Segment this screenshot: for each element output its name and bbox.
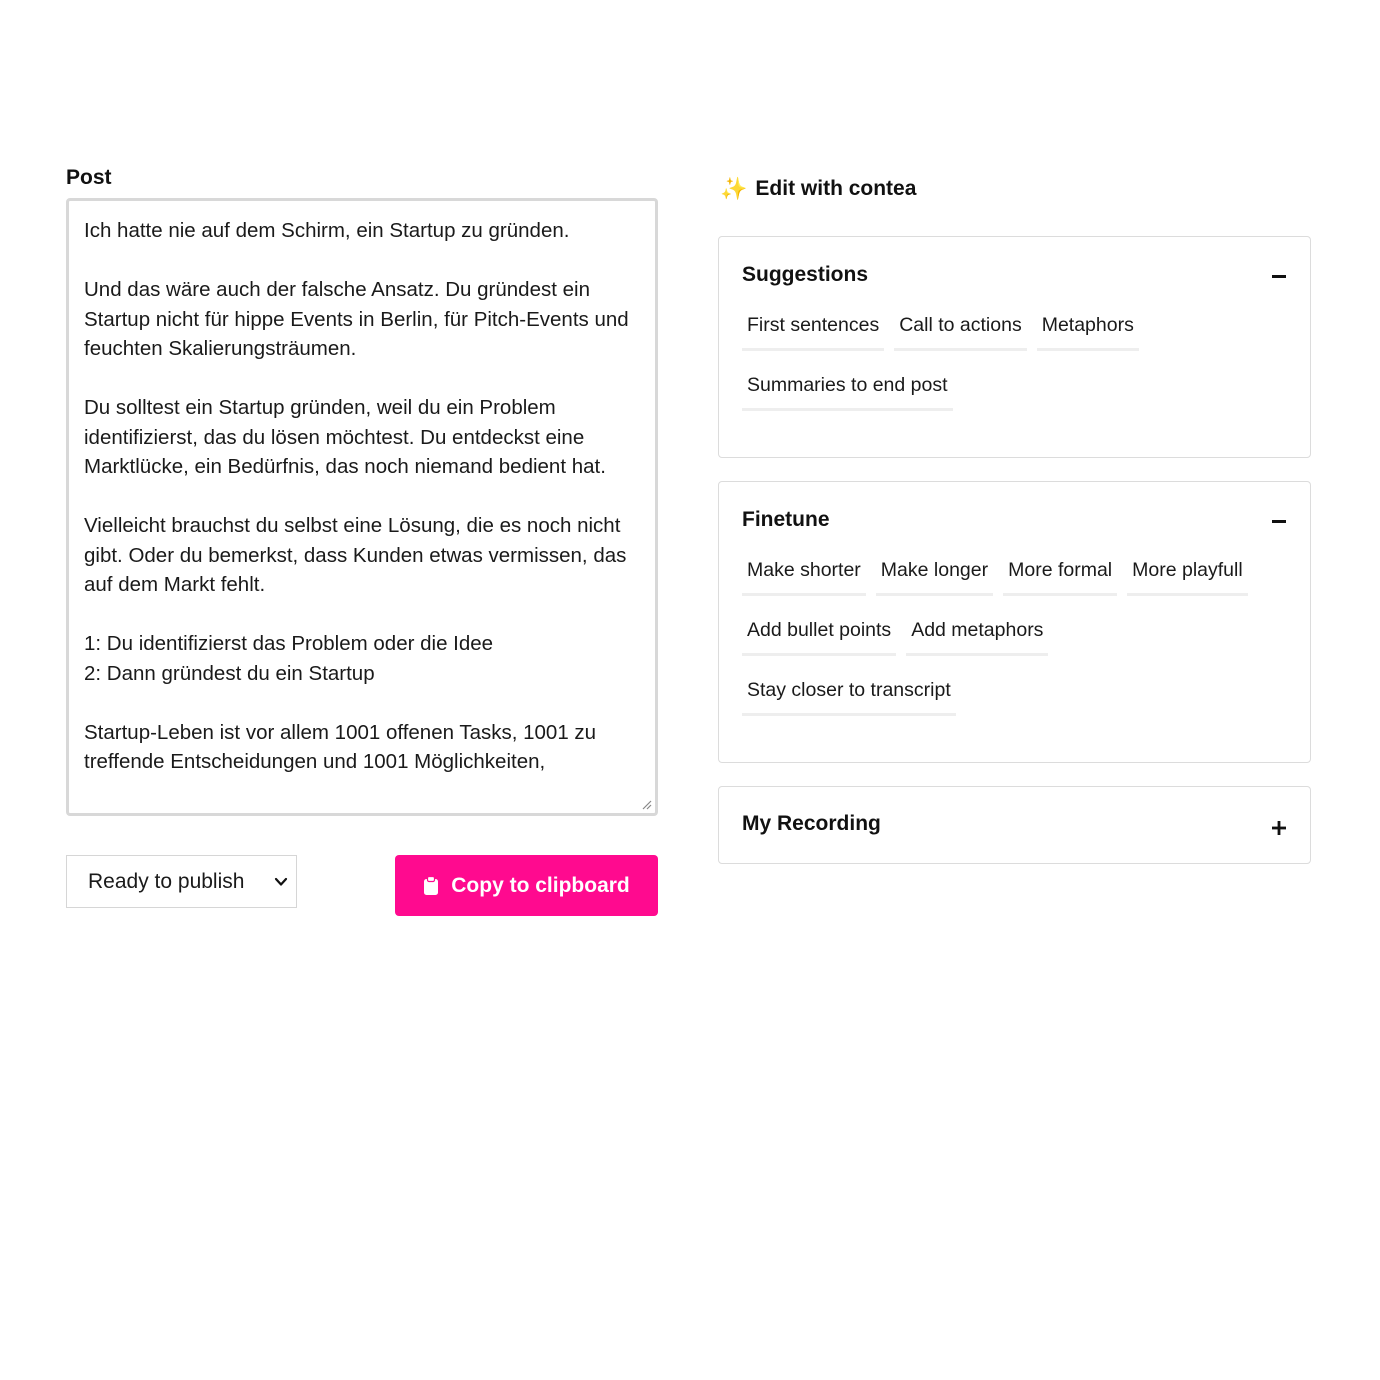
chip-add-metaphors[interactable]: Add metaphors	[906, 608, 1048, 656]
finetune-panel	[718, 481, 1311, 763]
chip-first-sentences[interactable]: First sentences	[742, 303, 884, 351]
chip-call-to-actions[interactable]: Call to actions	[894, 303, 1026, 351]
minus-icon	[1272, 275, 1286, 278]
suggestions-collapse-button[interactable]	[1270, 265, 1288, 287]
plus-icon	[1272, 821, 1286, 835]
post-textarea[interactable]	[69, 201, 655, 813]
chip-make-longer[interactable]: Make longer	[876, 548, 993, 596]
suggestions-title: Suggestions	[742, 263, 869, 286]
recording-panel[interactable]	[718, 786, 1311, 864]
chip-metaphors[interactable]: Metaphors	[1037, 303, 1139, 351]
post-editor	[66, 198, 658, 816]
suggestions-row-2	[742, 363, 953, 411]
chip-add-bullet-points[interactable]: Add bullet points	[742, 608, 896, 656]
minus-icon	[1272, 520, 1286, 523]
finetune-row-3	[742, 668, 956, 716]
copy-button-label: Copy to clipboard	[451, 873, 630, 897]
chip-more-formal[interactable]: More formal	[1003, 548, 1117, 596]
finetune-row-1	[742, 548, 1248, 596]
post-label: Post	[66, 166, 112, 189]
resize-handle-icon[interactable]	[640, 798, 652, 810]
chevron-down-icon	[274, 875, 288, 889]
status-select-value: Ready to publish	[88, 869, 245, 893]
recording-expand-button[interactable]	[1270, 817, 1288, 839]
post-column	[66, 164, 658, 917]
suggestions-panel	[718, 236, 1311, 458]
chip-stay-closer-to-transcript[interactable]: Stay closer to transcript	[742, 668, 956, 716]
edit-column	[718, 170, 1311, 835]
post-controls	[66, 855, 658, 917]
copy-to-clipboard-button[interactable]	[395, 855, 658, 916]
chip-summaries-to-end-post[interactable]: Summaries to end post	[742, 363, 953, 411]
finetune-title: Finetune	[742, 508, 830, 531]
status-select[interactable]	[66, 855, 297, 908]
clipboard-icon	[423, 876, 439, 895]
finetune-collapse-button[interactable]	[1270, 510, 1288, 532]
recording-title: My Recording	[742, 812, 881, 835]
edit-heading-text: Edit with contea	[755, 177, 917, 200]
sparkles-icon: ✨	[720, 176, 748, 201]
suggestions-row-1	[742, 303, 1139, 351]
edit-heading	[718, 170, 1311, 208]
finetune-row-2	[742, 608, 1048, 656]
chip-make-shorter[interactable]: Make shorter	[742, 548, 866, 596]
chip-more-playfull[interactable]: More playfull	[1127, 548, 1248, 596]
